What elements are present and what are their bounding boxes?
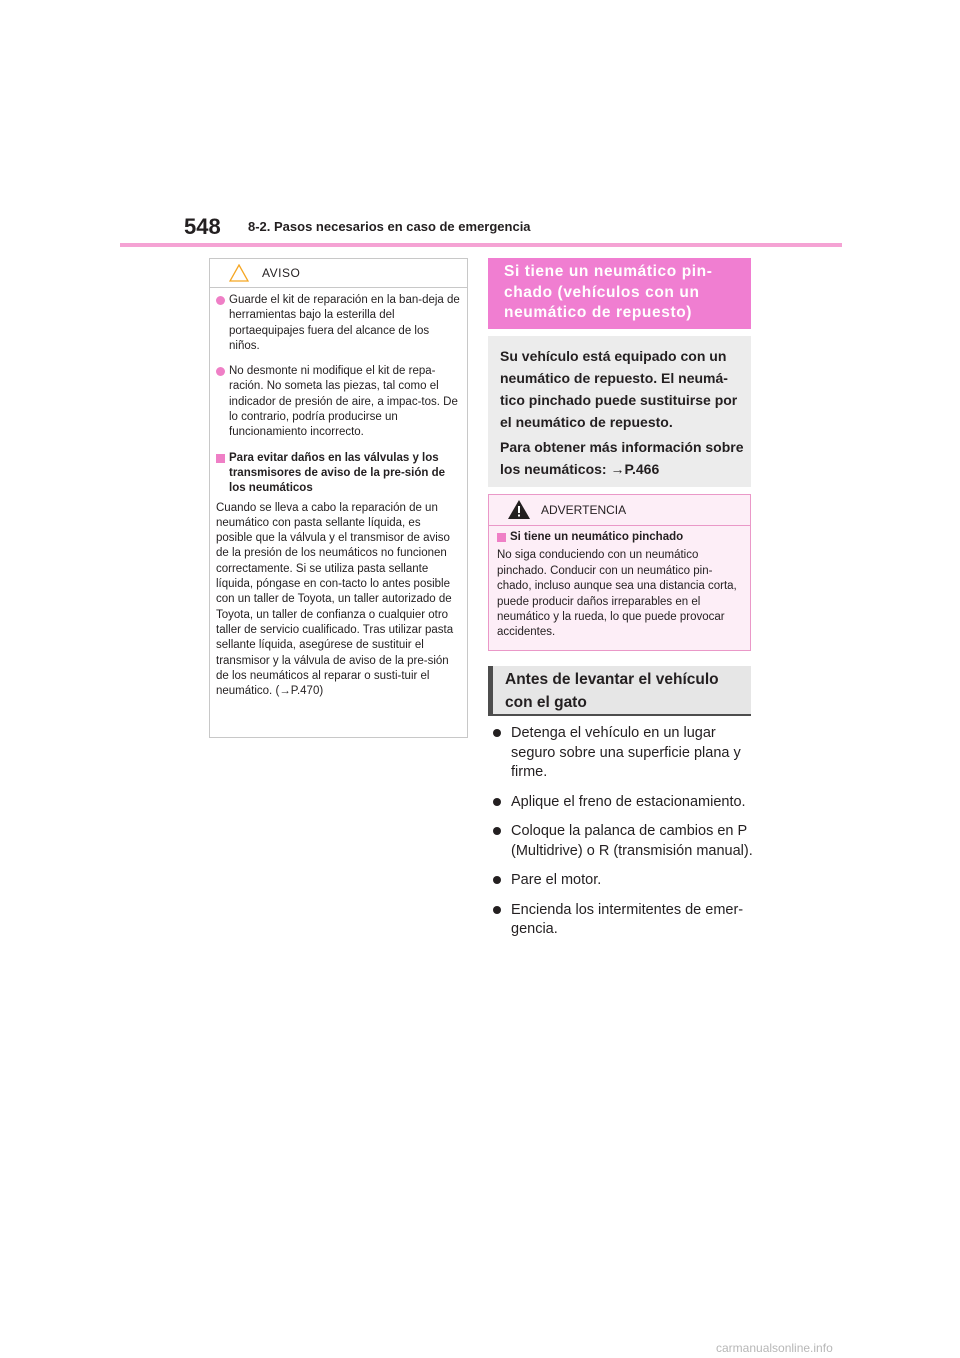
bullet-dot-icon xyxy=(216,367,225,376)
spare-tire-info-p2-text: Para obtener más información sobre los neumáticos: xyxy=(500,439,744,477)
list-item xyxy=(490,901,755,940)
advertencia-subheading-text: Si tiene un neumático pinchado xyxy=(510,531,684,543)
aviso-title: AVISO xyxy=(262,266,301,280)
spare-tire-info-p1: Su vehículo está equipado con un neumático de repuesto. El neumá-tico pinchado puede sustituirse por el neumático de repuesto. xyxy=(500,348,738,430)
bullet-dot-icon xyxy=(493,876,501,884)
bullet-square-icon xyxy=(216,454,225,463)
aviso-item-text: No desmonte ni modifique el kit de repa-ración. No someta las piezas, tal como el indicador de presión de aire, a impac-tos. De lo contrario, podría producirse un funcionamiento incorrecto. xyxy=(229,365,458,439)
advertencia-subheading xyxy=(497,530,742,545)
aviso-subheading-text: Para evitar daños en las válvulas y los transmisores de aviso de la pre-sión de los neumáticos xyxy=(229,451,446,495)
aviso-header xyxy=(210,259,467,288)
bullet-dot-icon xyxy=(216,296,225,305)
step-text: Detenga el vehículo en un lugar seguro sobre una superficie plana y firme. xyxy=(511,725,741,780)
aviso-paragraph-ref: P.470) xyxy=(290,685,324,698)
warning-triangle-icon xyxy=(507,499,531,520)
header-rule xyxy=(120,243,842,247)
advertencia-body xyxy=(497,530,742,641)
list-item xyxy=(490,871,755,891)
spare-tire-info-p2 xyxy=(500,436,745,480)
advertencia-paragraph: No siga conduciendo con un neumático pinchado. Conducir con un neumático pin-chado, incluso aunque sea una distancia corta, puede producir daños irreparables en el neumático y la rueda, lo que puede provocar accidentes. xyxy=(497,549,737,639)
jack-heading-text: Antes de levantar el vehículo con el gato xyxy=(505,671,719,711)
aviso-item xyxy=(216,293,460,354)
advertencia-box xyxy=(488,494,751,651)
list-item xyxy=(490,724,755,783)
aviso-item xyxy=(216,364,460,440)
bullet-dot-icon xyxy=(493,798,501,806)
spare-tire-heading-text: Si tiene un neumático pin-chado (vehículos con un neumático de repuesto) xyxy=(504,263,713,321)
bullet-dot-icon xyxy=(493,729,501,737)
bullet-square-icon xyxy=(497,533,506,542)
aviso-body xyxy=(216,293,460,699)
aviso-paragraph-text: Cuando se lleva a cabo la reparación de un neumático con pasta sellante líquida, es posible que la válvula y el transmisor de aviso de la presión de los neumáticos no funcionen correctamente. Si se utiliza pasta sellante líquida, póngase en con-tacto lo antes posible con un taller de Toyota, un taller autorizado de Toyota, un taller de confianza o cualquier otro taller de servicio cualificado. Tras utilizar pasta sellante líquida, asegúrese de sustituir el transmisor y la válvula de aviso de la pre-sión de los neumáticos al reparar o susti-tuir el neumático. ( xyxy=(216,501,454,698)
caution-triangle-icon xyxy=(229,264,249,282)
list-item xyxy=(490,793,755,813)
advertencia-header xyxy=(489,495,750,526)
spare-tire-info-ref[interactable]: P.466 xyxy=(624,461,660,477)
page-number: 548 xyxy=(184,214,221,239)
aviso-subheading xyxy=(216,451,460,497)
aviso-paragraph xyxy=(216,501,460,700)
advertencia-title: ADVERTENCIA xyxy=(541,503,627,517)
step-text: Aplique el freno de estacionamiento. xyxy=(511,793,746,810)
step-text: Coloque la palanca de cambios en P (Multidrive) o R (transmisión manual). xyxy=(511,823,753,859)
section-title: 8-2. Pasos necesarios en caso de emergencia xyxy=(248,219,531,234)
step-text: Pare el motor. xyxy=(511,872,602,888)
aviso-item-text: Guarde el kit de reparación en la ban-deja de herramientas bajo la esterilla del portaequipajes fuera del alcance de los niños. xyxy=(229,294,460,352)
step-text: Encienda los intermitentes de emer-gencia. xyxy=(511,901,744,937)
arrow-icon: → xyxy=(279,685,291,698)
arrow-icon: → xyxy=(610,461,625,477)
aviso-box xyxy=(209,258,468,738)
spare-tire-info-box xyxy=(488,336,751,487)
bullet-dot-icon xyxy=(493,827,501,835)
jack-steps-list xyxy=(490,724,755,950)
jack-heading xyxy=(488,666,751,716)
spare-tire-info xyxy=(500,345,745,480)
bullet-dot-icon xyxy=(493,906,501,914)
footer-watermark[interactable]: carmanualsonline.info xyxy=(716,1341,833,1355)
list-item xyxy=(490,822,755,861)
spare-tire-heading xyxy=(488,258,751,329)
